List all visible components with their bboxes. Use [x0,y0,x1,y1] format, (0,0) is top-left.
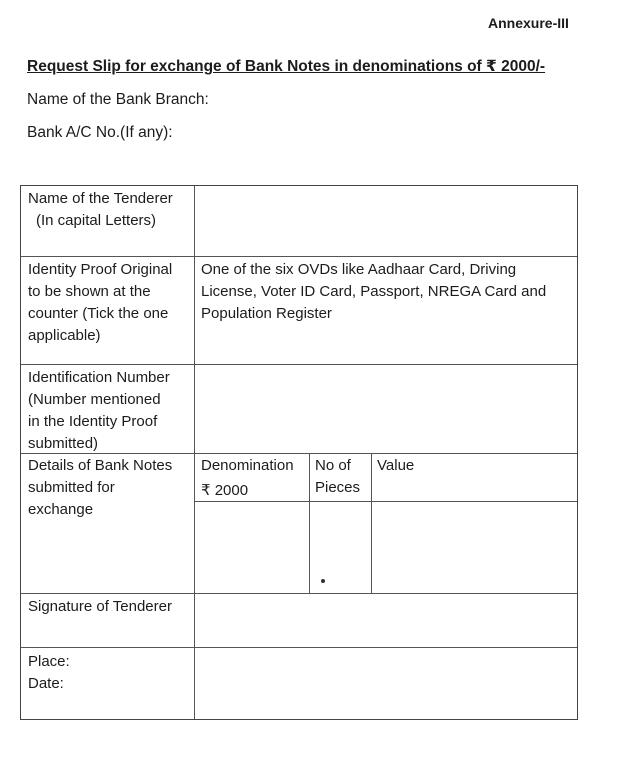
identity-proof-options: One of the six OVDs like Aadhaar Card, Driving [201,261,517,278]
denomination-header: Denomination [201,457,294,474]
column-divider [371,453,372,593]
row-divider [194,501,577,502]
column-divider [309,453,310,593]
identity-proof-label: to be shown at the [28,283,151,300]
row-divider [21,647,577,648]
identity-proof-label: Identity Proof Original [28,261,173,278]
pen-mark [321,579,325,583]
identity-proof-options: Population Register [201,305,332,322]
identification-number-label: (Number mentioned [28,391,161,408]
tenderer-name-hint: (In capital Letters) [36,212,157,229]
pieces-header: No of [315,457,351,474]
row-divider [21,593,577,594]
value-header: Value [377,457,415,474]
row-divider [21,453,577,454]
place-label: Place: [28,653,70,670]
pieces-header: Pieces [315,479,361,496]
page-title: Request Slip for exchange of Bank Notes in denominations of ₹ 2000/- [27,58,546,75]
date-label: Date: [28,675,64,692]
column-divider [194,186,195,719]
identity-proof-options: License, Voter ID Card, Passport, NREGA Card and [201,283,547,300]
identity-proof-label: counter (Tick the one [28,305,169,322]
row-divider [21,256,577,257]
denomination-value: ₹ 2000 [201,482,249,499]
annexure-label: Annexure-III [488,15,569,31]
row-divider [21,364,577,365]
account-number-label: Bank A/C No.(If any): [27,124,173,141]
identification-number-label: Identification Number [28,369,170,386]
identity-proof-label: applicable) [28,327,101,344]
bank-notes-label: exchange [28,501,94,518]
bank-notes-label: submitted for [28,479,115,496]
signature-label: Signature of Tenderer [28,598,172,615]
tenderer-name-label: Name of the Tenderer [28,190,173,207]
identification-number-label: in the Identity Proof [28,413,158,430]
bank-branch-label: Name of the Bank Branch: [27,91,209,108]
identification-number-label: submitted) [28,435,99,452]
bank-notes-label: Details of Bank Notes [28,457,173,474]
request-form-table [20,185,578,720]
